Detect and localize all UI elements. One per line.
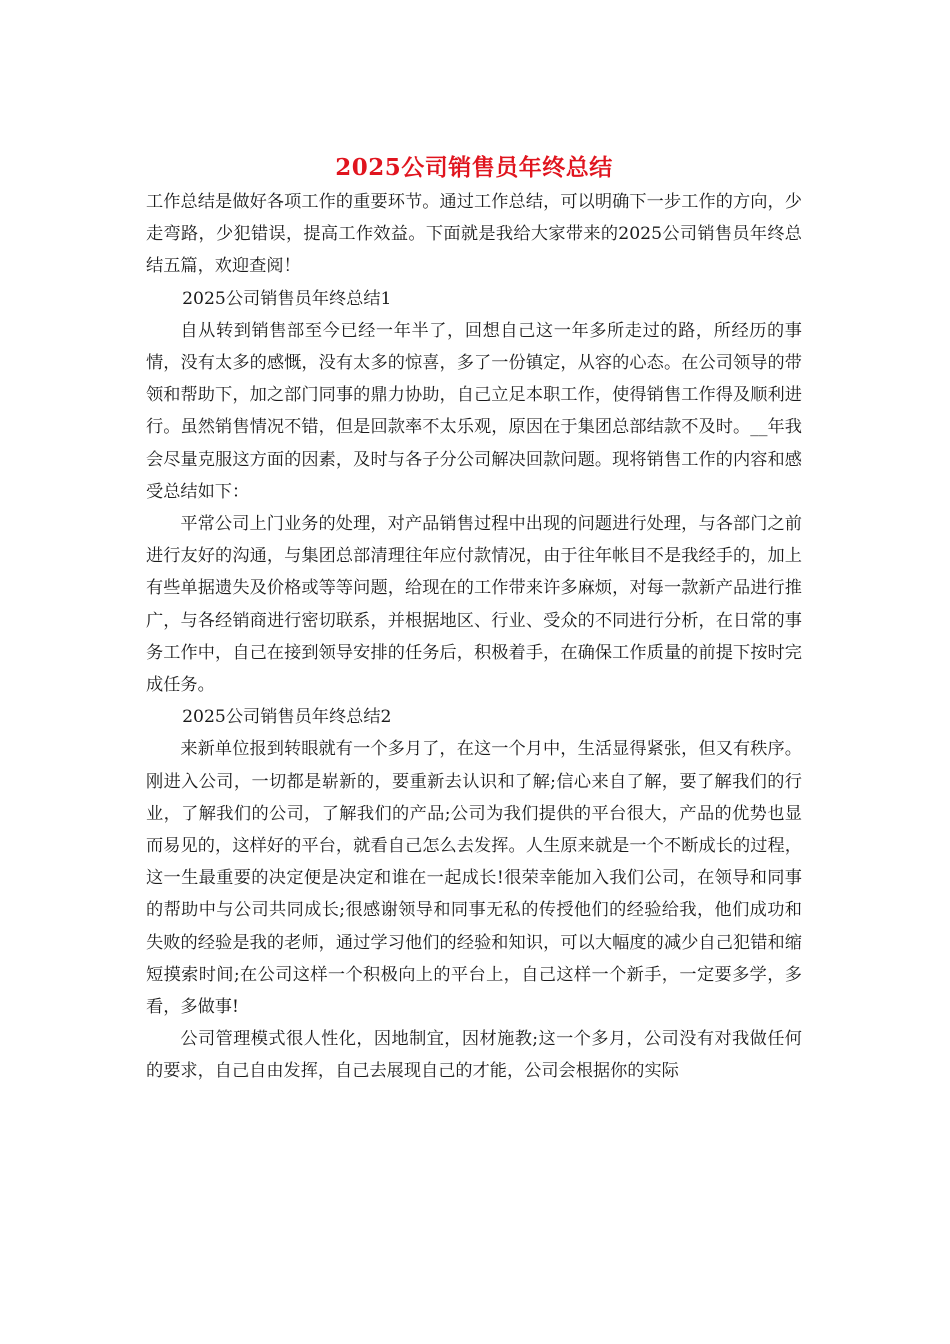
document-page xyxy=(146,150,802,1088)
section-1-paragraph-1: 自从转到销售部至今已经一年半了，回想自己这一年多所走过的路，所经历的事情，没有太多的感慨，没有太多的惊喜，多了一份镇定，从容的心态。在公司领导的带领和帮助下，加之部门同事的鼎力协助，自己立足本职工作，使得销售工作得及顺利进行。虽然销售情况不错，但是回款率不太乐观，原因在于集团总部结款不及时。__年我会尽量克服这方面的因素，及时与各子分公司解决回款问题。现将销售工作的内容和感受总结如下： xyxy=(146,320,802,502)
document-title: 2025公司销售员年终总结 xyxy=(335,154,613,181)
section-1-heading: 2025公司销售员年终总结1 xyxy=(182,288,392,309)
intro-paragraph: 工作总结是做好各项工作的重要环节。通过工作总结，可以明确下一步工作的方向，少走弯路，少犯错误，提高工作效益。下面就是我给大家带来的2025公司销售员年终总结五篇，欢迎查阅！ xyxy=(146,192,802,277)
section-2-paragraph-2: 公司管理模式很人性化，因地制宜，因材施教;这一个多月，公司没有对我做任何的要求，自己自由发挥，自己去展现自己的才能，公司会根据你的实际 xyxy=(146,1029,802,1082)
section-1-paragraph-2: 平常公司上门业务的处理，对产品销售过程中出现的问题进行处理，与各部门之前进行友好的沟通，与集团总部清理往年应付款情况，由于往年帐目不是我经手的，加上有些单据遗失及价格或等等问题，给现在的工作带来许多麻烦，对每一款新产品进行推广，与各经销商进行密切联系，并根据地区、行业、受众的不同进行分析，在日常的事务工作中，自己在接到领导安排的任务后，积极着手，在确保工作质量的前提下按时完成任务。 xyxy=(146,514,802,696)
section-2-heading: 2025公司销售员年终总结2 xyxy=(182,707,392,728)
section-2-paragraph-1: 来新单位报到转眼就有一个多月了，在这一个月中，生活显得紧张，但又有秩序。刚进入公司，一切都是崭新的，要重新去认识和了解;信心来自了解，要了解我们的行业，了解我们的公司，了解我们的产品;公司为我们提供的平台很大，产品的优势也显而易见的，这样好的平台，就看自己怎么去发挥。人生原来就是一个不断成长的过程，这一生最重要的决定便是决定和谁在一起成长!很荣幸能加入我们公司，在领导和同事的帮助中与公司共同成长;很感谢领导和同事无私的传授他们的经验给我，他们成功和失败的经验是我的老师，通过学习他们的经验和知识，可以大幅度的减少自己犯错和缩短摸索时间;在公司这样一个积极向上的平台上，自己这样一个新手，一定要多学，多看，多做事! xyxy=(146,739,802,1018)
